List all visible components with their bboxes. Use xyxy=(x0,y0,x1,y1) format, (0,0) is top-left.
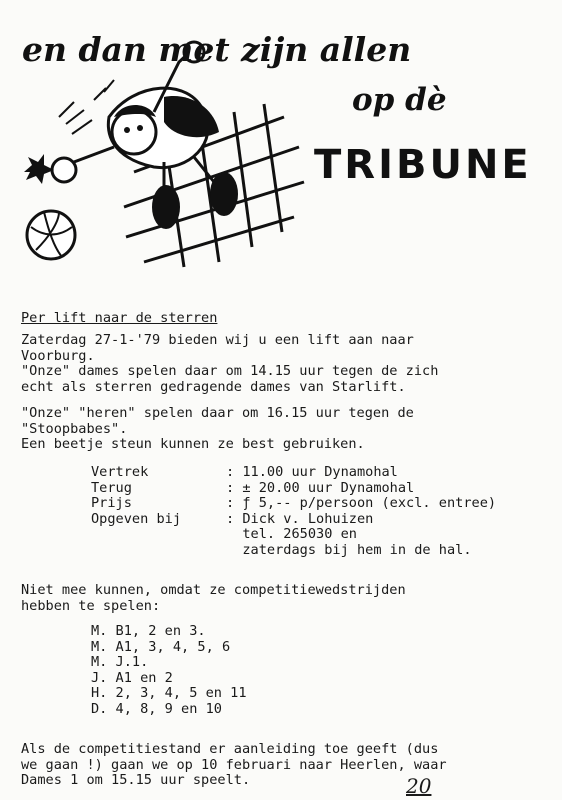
detail-value: tel. 265030 en xyxy=(226,526,357,543)
detail-row xyxy=(91,527,496,543)
detail-value: : ± 20.00 uur Dynamohal xyxy=(226,479,415,496)
text-line: Zaterdag 27-1-'79 bieden wij u een lift aan naar xyxy=(21,332,414,348)
text-line: Als de competitiestand er aanleiding toe geeft (dus xyxy=(21,741,439,757)
list-item: J. A1 en 2 xyxy=(91,669,173,686)
headline-line-1: en dan met zijn allen xyxy=(22,30,412,69)
list-item: H. 2, 3, 4, 5 en 11 xyxy=(91,685,247,702)
headline-line-2: op dè xyxy=(352,82,447,118)
text-line: Dames 1 om 15.15 uur speelt. xyxy=(21,772,251,789)
detail-value: : ƒ 5,-- p/persoon (excl. entree) xyxy=(226,495,497,512)
list-item: M. B1, 2 en 3. xyxy=(91,623,206,639)
detail-label xyxy=(91,527,226,543)
list-item: M. J.1. xyxy=(91,654,149,671)
detail-row xyxy=(91,496,496,512)
text-line: "Onze" "heren" spelen daar om 16.15 uur tegen de xyxy=(21,405,414,421)
list-item: M. A1, 3, 4, 5, 6 xyxy=(91,638,231,655)
page-number: 20 xyxy=(406,774,432,798)
paragraph-heerlen xyxy=(21,742,447,789)
text-line: Niet mee kunnen, omdat ze competitiewedstrijden xyxy=(21,582,406,598)
text-line: "Onze" dames spelen daar om 14.15 uur tegen de zich xyxy=(21,363,439,380)
text-line: hebben te spelen: xyxy=(21,597,161,614)
detail-label xyxy=(91,543,226,559)
article-title: Per lift naar de sterren xyxy=(21,310,218,326)
detail-label: Terug xyxy=(91,479,132,496)
headline-line-3: TRIBUNE xyxy=(314,142,532,188)
detail-label: Opgeven bij xyxy=(91,510,182,527)
detail-row xyxy=(91,481,496,497)
detail-value: : Dick v. Lohuizen xyxy=(226,510,374,527)
detail-row xyxy=(91,543,496,559)
paragraph-unavailable xyxy=(21,583,406,614)
detail-label: Vertrek xyxy=(91,464,149,480)
list-item: D. 4, 8, 9 en 10 xyxy=(91,700,222,717)
team-list xyxy=(91,624,247,718)
text-line: Een beetje steun kunnen ze best gebruiken. xyxy=(21,436,365,453)
text-line: echt als sterren gedragende dames van Starlift. xyxy=(21,378,406,395)
detail-row xyxy=(91,512,496,528)
detail-value: zaterdags bij hem in de hal. xyxy=(226,541,472,558)
text-line: "Stoopbabes". xyxy=(21,420,128,437)
detail-value: : 11.00 uur Dynamohal xyxy=(226,464,398,480)
text-line: Voorburg. xyxy=(21,347,95,364)
detail-row xyxy=(91,465,496,481)
text-line: we gaan !) gaan we op 10 februari naar Heerlen, waar xyxy=(21,756,447,773)
trip-details xyxy=(91,465,496,559)
detail-label: Prijs xyxy=(91,495,132,512)
paragraph-intro xyxy=(21,333,438,395)
paragraph-men xyxy=(21,406,414,453)
